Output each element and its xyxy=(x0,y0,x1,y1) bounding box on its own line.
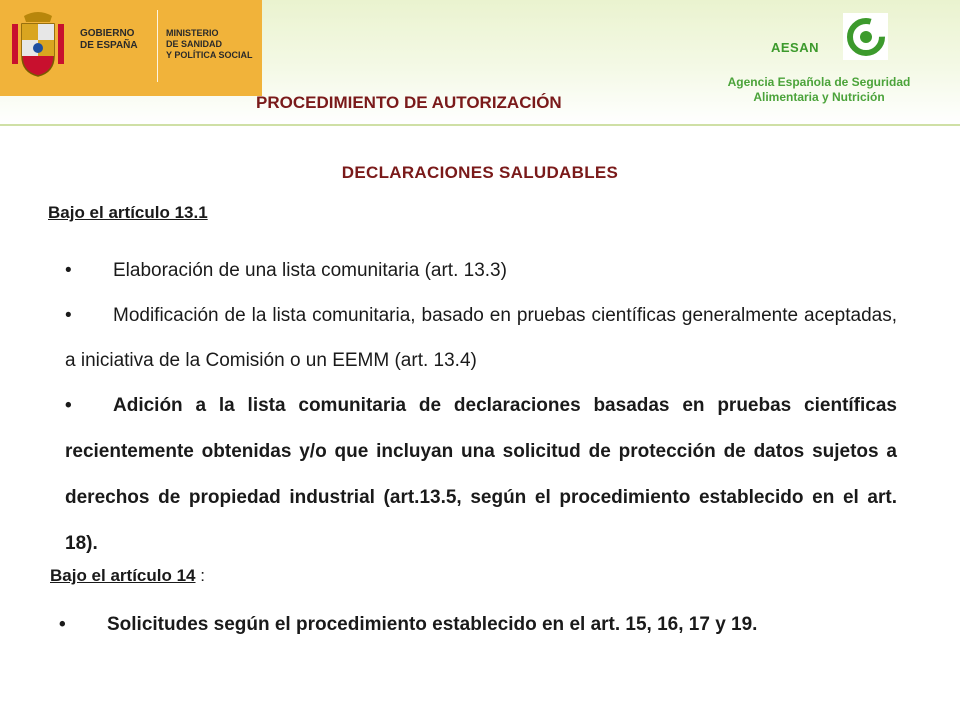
article-14-list xyxy=(59,602,939,647)
page-title: PROCEDIMIENTO DE AUTORIZACIÓN xyxy=(256,93,562,112)
logo-divider xyxy=(157,10,158,82)
aesan-name: AESAN xyxy=(771,40,820,55)
header-band xyxy=(0,0,960,124)
ministry-line-2: DE SANIDAD xyxy=(166,39,223,49)
aesan-full-line-2: Alimentaria y Nutrición xyxy=(753,90,885,104)
ministry-line-1: MINISTERIO xyxy=(166,28,219,38)
list-item-text: Elaboración de una lista comunitaria (art. 13.3) xyxy=(113,260,507,281)
government-name xyxy=(80,28,138,52)
list-item-text: Solicitudes según el procedimiento establecido en el art. 15, 16, 17 y 19. xyxy=(107,614,758,635)
list-item-text: Modificación de la lista comunitaria, basado en pruebas científicas generalmente aceptadas, a iniciativa de la Comisión o un EEMM (art. 13.4) xyxy=(65,305,897,371)
aesan-full-line-1: Agencia Española de Seguridad xyxy=(727,75,911,89)
ministry-name xyxy=(166,28,253,61)
aesan-full-name xyxy=(696,75,942,105)
coat-of-arms-icon xyxy=(8,10,68,82)
gov-line-2: DE ESPAÑA xyxy=(80,40,138,51)
article-14-heading-suffix: : xyxy=(195,566,205,585)
article-13-heading-text: Bajo el artículo 13.1 xyxy=(48,203,208,222)
gov-line-1: GOBIERNO xyxy=(80,28,135,39)
list-item xyxy=(65,293,897,383)
bullet: • xyxy=(59,614,66,635)
article-14-heading-text: Bajo el artículo 14 xyxy=(50,566,196,585)
government-logo-block xyxy=(0,0,262,96)
list-item xyxy=(59,602,939,647)
aesan-logo-icon xyxy=(843,13,888,60)
article-13-heading xyxy=(48,203,208,223)
list-item xyxy=(65,248,897,293)
ministry-line-3: Y POLÍTICA SOCIAL xyxy=(166,50,253,60)
list-item xyxy=(65,383,897,567)
bullet: • xyxy=(65,395,72,416)
bullet: • xyxy=(65,305,72,326)
article-13-list xyxy=(65,248,897,567)
section-title: DECLARACIONES SALUDABLES xyxy=(341,163,619,182)
header-divider xyxy=(0,124,960,126)
bullet: • xyxy=(65,260,72,281)
article-14-heading xyxy=(50,566,205,586)
list-item-text: Adición a la lista comunitaria de declaraciones basadas en pruebas científicas recientemente obtenidas y/o que incluyan una solicitud de protección de datos sujetos a derechos de propiedad industrial (art.13.5, según el procedimiento establecido en el art. 18). xyxy=(65,395,897,554)
